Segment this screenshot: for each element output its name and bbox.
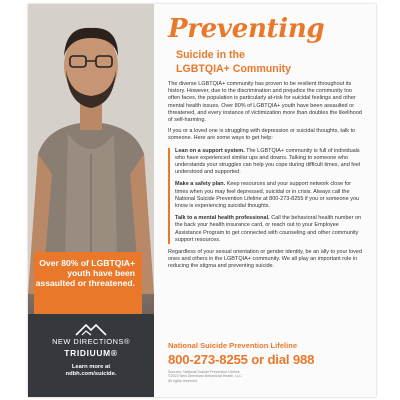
mountain-logo-icon — [74, 322, 108, 336]
learn-more-text: Learn more at ndbh.com/suicide. — [28, 364, 154, 379]
tip-item — [175, 181, 364, 210]
tip-item — [175, 148, 364, 177]
hotline-label: National Suicide Prevention Lifeline — [168, 341, 298, 350]
person-photo — [28, 4, 154, 294]
tip-text: Call the behavioral health number on the back your health insurance card, or reach out to your Employee Assistance Program to get connected with counseling and other community support resources. — [175, 215, 362, 243]
title-line-2: Suicide in the — [176, 49, 245, 61]
tip-text: The LGBTQIA+ community is full of individuals who have experienced similar ups and downs. Talking to someone who understands your struggles can help you cope during difficult times, and feel understood and supported. — [175, 147, 361, 176]
stat-callout-text: Over 80% of LGBTQIA+ youth have been assaulted or threatened. — [35, 258, 135, 288]
tip-heading: Lean on a support system. — [175, 147, 245, 154]
intro-paragraph: The diverse LGBTQIA+ community has proven to be resilient throughout its history. However, due to the discrimination and prejudice the community too often faces, the population is particularly at-risk for suicidal feelings and other mental health issues. Over 80% of LGBTQIA+ youth have been assaulted or threatened, and every instance of victimization more than doubles the likelihood of self-harming. — [168, 81, 362, 124]
body-text — [168, 81, 364, 275]
tip-item — [175, 215, 364, 244]
photo-panel — [28, 4, 154, 397]
tip-heading: Make a safety plan. — [175, 181, 226, 188]
help-prompt: If you or a loved one is struggling with depression or suicidal thoughts, talk to someone. Here are some ways to get help: — [168, 128, 356, 142]
content-column — [160, 4, 370, 397]
tridiuum-logo-text: TRIDIUUM® — [64, 348, 118, 358]
new-directions-logo-text: NEW DIRECTIONS® — [52, 337, 130, 346]
tip-heading: Talk to a mental health professional. — [175, 215, 270, 222]
title-line-3: LGBTQIA+ Community — [176, 63, 292, 75]
tip-text: Keep resources and your support network close for times when you may feel depressed, suicidal or in crisis. Always call the National Suicide Prevention Lifeline at 800-273-8255 if you or someone you know is experiencing suicidal thoughts. — [175, 181, 360, 210]
hotline-number[interactable]: 800-273-8255 or dial 988 — [168, 352, 315, 367]
title-preventing: Preventing — [168, 14, 325, 44]
brand-block — [28, 322, 154, 379]
flyer-page — [28, 4, 376, 397]
tips-list — [168, 148, 364, 244]
stat-callout-box — [34, 252, 142, 314]
closing-paragraph: Regardless of your sexual orientation or gender identity, be an ally to your loved ones and others in the LGBTQIA+ community. We all play an important role in reducing the stigma and preventing suicide. — [168, 249, 363, 270]
learn-more-link[interactable]: ndbh.com/suicide. — [65, 371, 117, 378]
sources-footnote: Sources: National Suicide Prevention Lifeline ©2022 New Directions Behavioral Health, LLC All rights reserved. — [168, 370, 242, 383]
